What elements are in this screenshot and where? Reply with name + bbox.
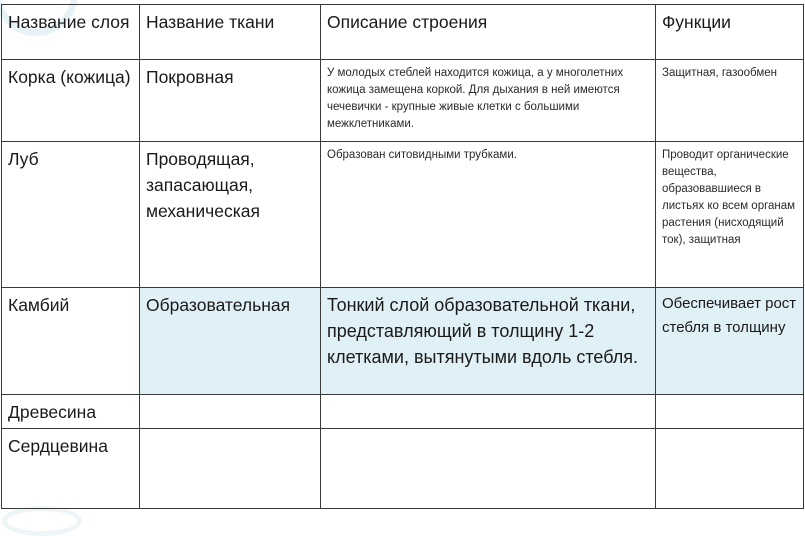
header-row [2, 5, 804, 60]
table-row-highlighted [2, 288, 804, 395]
header-layer-name: Название слоя [2, 5, 140, 60]
table-row [2, 395, 804, 429]
header-structure-description: Описание строения [321, 5, 656, 60]
table-row [2, 142, 804, 288]
cell-layer: Корка (кожица) [2, 60, 140, 142]
cell-layer: Древесина [2, 395, 140, 429]
cell-description [321, 429, 656, 509]
header-tissue-name: Название ткани [140, 5, 321, 60]
cell-tissue: Покровная [140, 60, 321, 142]
decorative-arc-bottom [2, 506, 82, 536]
stem-layers-table [1, 4, 804, 509]
cell-description: Тонкий слой образовательной ткани, представляющий в толщину 1-2 клетками, вытянутыми вдоль стебля. [321, 288, 656, 395]
cell-layer: Луб [2, 142, 140, 288]
cell-tissue [140, 429, 321, 509]
cell-functions: Защитная, газообмен [656, 60, 804, 142]
cell-description [321, 395, 656, 429]
cell-layer: Сердцевина [2, 429, 140, 509]
cell-functions: Проводит органические вещества, образовавшиеся в листьях ко всем органам растения (нисходящий ток), защитная [656, 142, 804, 288]
table-row [2, 429, 804, 509]
header-functions: Функции [656, 5, 804, 60]
cell-layer: Камбий [2, 288, 140, 395]
cell-tissue [140, 395, 321, 429]
cell-description: Образован ситовидными трубками. [321, 142, 656, 288]
cell-description: У молодых стеблей находится кожица, а у многолетних кожица замещена коркой. Для дыхания в ней имеются чечевички - крупные живые клетки с большими межклетниками. [321, 60, 656, 142]
cell-functions: Обеспечивает рост стебля в толщину [656, 288, 804, 395]
cell-tissue: Образовательная [140, 288, 321, 395]
cell-tissue: Проводящая, запасающая, механическая [140, 142, 321, 288]
cell-functions [656, 429, 804, 509]
cell-functions [656, 395, 804, 429]
table-row [2, 60, 804, 142]
